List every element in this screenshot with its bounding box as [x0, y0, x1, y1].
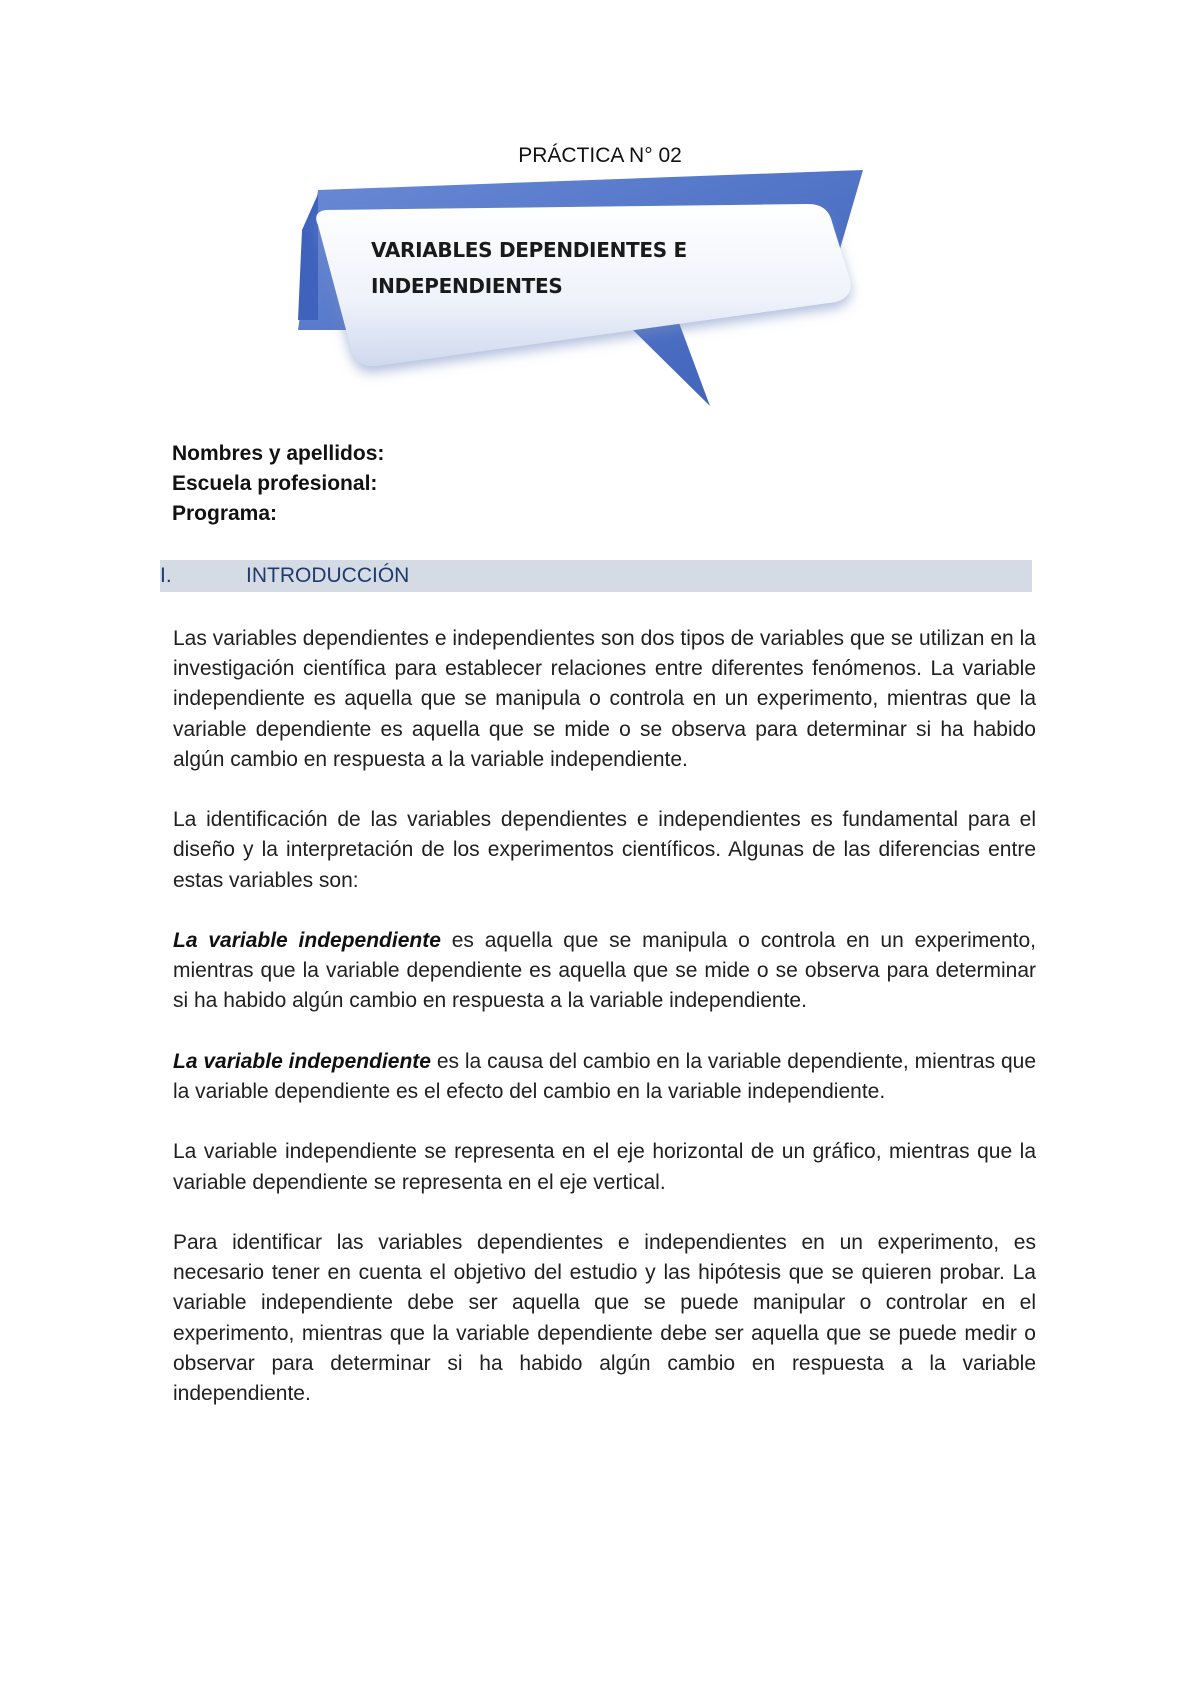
paragraph-3-text: es aquella que se manipula o controla en un experimento, mientras que la variable dependiente es aquella que se mide o se observa para determinar si ha habido algún cambio en respuesta a la variable independiente. — [173, 929, 1036, 1013]
section-heading-bar — [160, 560, 1032, 592]
paragraph-4 — [173, 1047, 1036, 1107]
banner-title-line-2: INDEPENDIENTES — [371, 274, 563, 298]
paragraph-5: La variable independiente se representa en el eje horizontal de un gráfico, mientras que la variable dependiente se representa en el eje vertical. — [173, 1140, 1036, 1194]
section-title: INTRODUCCIÓN — [246, 564, 410, 587]
paragraph-3-emphasis: La variable independiente — [173, 929, 441, 952]
paragraph-3 — [173, 926, 1036, 1017]
student-fields — [172, 439, 384, 529]
paragraph-6: Para identificar las variables dependientes e independientes en un experimento, es necesario tener en cuenta el objetivo del estudio y las hipótesis que se quieren probar. La variable independiente debe ser aquella que se puede manipular o controlar en el experimento, mientras que la variable dependiente debe ser aquella que se puede medir o observar para determinar si ha habido algún cambio en respuesta a la variable independiente. — [173, 1230, 1036, 1405]
school-label: Escuela profesional: — [172, 472, 378, 495]
banner-title-line-1: VARIABLES DEPENDIENTES E — [371, 238, 687, 262]
paragraph-4-text: es la causa del cambio en la variable dependiente, mientras que la variable dependiente es el efecto del cambio en la variable independiente. — [173, 1049, 1036, 1103]
body-text — [173, 624, 1036, 1439]
paragraph-4-emphasis: La variable independiente — [173, 1049, 431, 1073]
paragraph-1: Las variables dependientes e independientes son dos tipos de variables que se utilizan en la investigación científica para establecer relaciones entre diferentes fenómenos. La variable independiente es aquella que se manipula o controla en un experimento, mientras que la variable dependiente es aquella que se mide o se observa para determinar si ha habido algún cambio en respuesta a la variable independiente. — [173, 627, 1036, 771]
banner-title — [371, 232, 771, 304]
section-number: I. — [160, 564, 172, 587]
paragraph-2: La identificación de las variables dependientes e independientes es fundamental para el diseño y la interpretación de los experimentos científicos. Algunas de las diferencias entre estas variables son: — [173, 808, 1036, 892]
practice-title: PRÁCTICA N° 02 — [518, 144, 682, 167]
program-label: Programa: — [172, 502, 278, 525]
names-label: Nombres y apellidos: — [172, 442, 385, 465]
title-banner — [298, 170, 870, 406]
